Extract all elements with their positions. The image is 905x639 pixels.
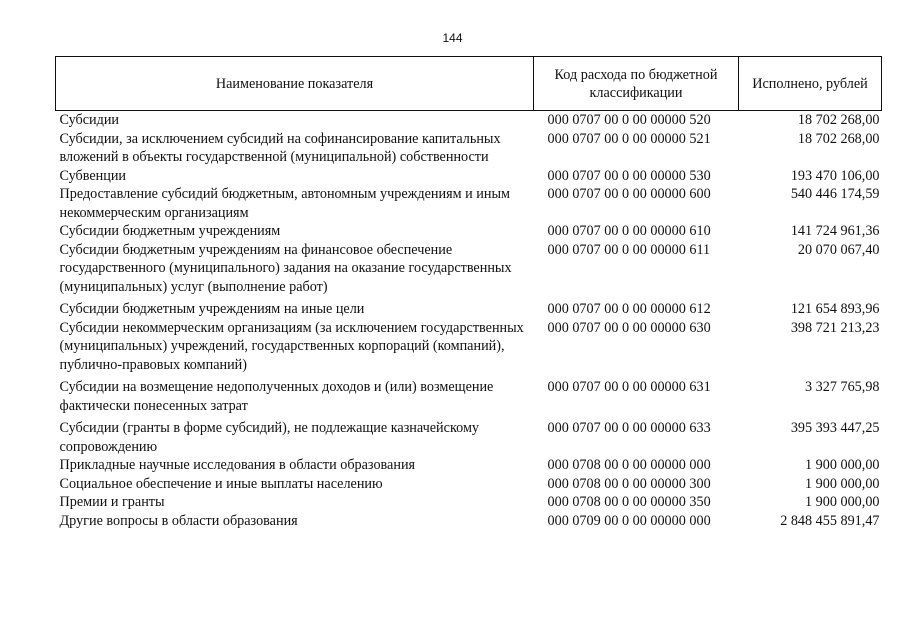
row-name: Субсидии, за исключением субсидий на софинансирование капитальных вложений в объекты государственной (муниципальной) собственности: [59, 130, 501, 165]
table-row: [56, 185, 882, 222]
row-name: Субсидии бюджетным учреждениям на иные цели: [59, 301, 365, 317]
table-row: [56, 222, 882, 241]
row-code: 000 0707 00 0 00 00000 521: [547, 130, 711, 147]
budget-table: [55, 56, 882, 530]
row-name: Субсидии некоммерческим организациям (за исключением государственных (муниципальных) учреждений, государственных корпораций (компаний), публично-правовых компаний): [59, 319, 524, 373]
table-row: [56, 111, 882, 130]
row-code: 000 0708 00 0 00 00000 000: [547, 457, 711, 473]
row-amount: 2 848 455 891,47: [780, 512, 880, 529]
row-amount: 3 327 765,98: [805, 379, 880, 395]
header-code: Код расхода по бюджетной классификации: [534, 57, 739, 111]
row-name: Прикладные научные исследования в области образования: [59, 457, 416, 473]
row-code: 000 0707 00 0 00 00000 600: [547, 186, 711, 202]
table-row: [56, 300, 882, 319]
row-name: Субсидии бюджетным учреждениям на финансовое обеспечение государственного (муниципального) задания на оказание государственных (муниципальных) услуг (выполнение работ): [59, 241, 512, 295]
row-name: Субсидии (гранты в форме субсидий), не подлежащие казначейскому сопровождению: [59, 420, 480, 455]
table-row: [56, 419, 882, 456]
header-amount: Исполнено, рублей: [739, 57, 882, 111]
row-amount: 1 900 000,00: [805, 494, 880, 510]
table-header-row: [56, 57, 882, 111]
table-row: [56, 319, 882, 375]
row-amount: 1 900 000,00: [805, 457, 880, 473]
row-code: 000 0707 00 0 00 00000 611: [547, 241, 711, 258]
table-row: [56, 456, 882, 475]
row-code: 000 0707 00 0 00 00000 631: [547, 379, 711, 395]
table-row: [56, 493, 882, 512]
row-code: 000 0708 00 0 00 00000 300: [547, 475, 711, 492]
row-amount: 18 702 268,00: [797, 130, 880, 147]
row-code: 000 0707 00 0 00 00000 530: [547, 167, 711, 184]
row-code: 000 0707 00 0 00 00000 630: [547, 319, 711, 336]
table-row: [56, 130, 882, 167]
table-row: [56, 167, 882, 186]
row-code: 000 0707 00 0 00 00000 520: [547, 112, 711, 128]
row-amount: 121 654 893,96: [790, 301, 880, 317]
row-amount: 1 900 000,00: [805, 475, 880, 492]
row-name: Другие вопросы в области образования: [59, 512, 298, 529]
row-amount: 141 724 961,36: [790, 223, 880, 239]
row-name: Субсидии на возмещение недополученных доходов и (или) возмещение фактически понесенных затрат: [59, 379, 494, 414]
row-code: 000 0708 00 0 00 00000 350: [547, 494, 711, 510]
row-code: 000 0707 00 0 00 00000 633: [547, 420, 711, 436]
header-name: Наименование показателя: [56, 57, 534, 111]
row-name: Премии и гранты: [59, 494, 165, 510]
row-amount: 398 721 213,23: [790, 319, 880, 336]
row-name: Субсидии бюджетным учреждениям: [59, 223, 281, 239]
row-amount: 20 070 067,40: [797, 241, 880, 258]
row-amount: 395 393 447,25: [790, 420, 880, 436]
row-amount: 540 446 174,59: [790, 186, 880, 202]
row-code: 000 0707 00 0 00 00000 612: [547, 301, 711, 317]
table-row: [56, 378, 882, 415]
table-row: [56, 475, 882, 494]
row-amount: 193 470 106,00: [790, 167, 880, 184]
row-name: Субсидии: [59, 112, 120, 128]
row-name: Субвенции: [59, 167, 127, 184]
table-row: [56, 241, 882, 297]
page-number: 144: [442, 31, 463, 45]
row-name: Предоставление субсидий бюджетным, автономным учреждениям и иным некоммерческим организациям: [59, 186, 510, 221]
row-code: 000 0707 00 0 00 00000 610: [547, 223, 711, 239]
row-code: 000 0709 00 0 00 00000 000: [547, 512, 711, 529]
table-row: [56, 512, 882, 531]
row-name: Социальное обеспечение и иные выплаты населению: [59, 475, 383, 492]
row-amount: 18 702 268,00: [797, 112, 880, 128]
